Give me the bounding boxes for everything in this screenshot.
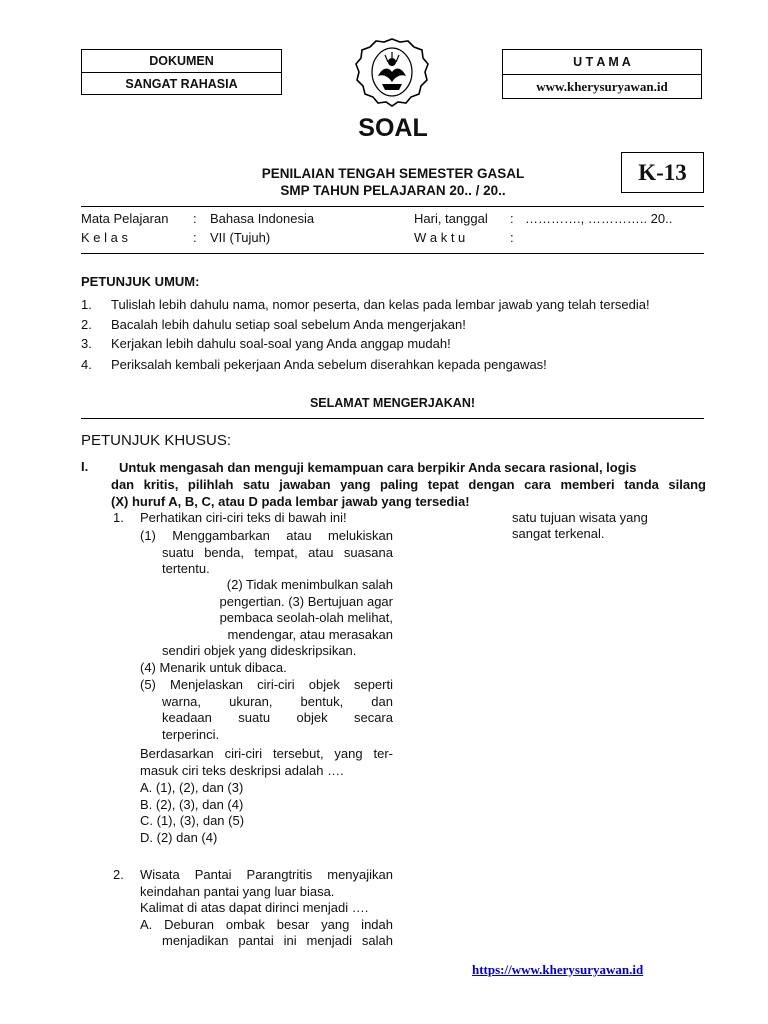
time-colon: : (510, 230, 514, 245)
curriculum-badge: K-13 (621, 152, 704, 193)
document-box (81, 49, 282, 95)
document-label: DOKUMEN (149, 54, 214, 68)
class-colon: : (193, 230, 197, 245)
subject-value: Bahasa Indonesia (210, 211, 315, 226)
general-instructions-heading: PETUNJUK UMUM: (81, 274, 200, 289)
footer-link[interactable]: https://www.kherysuryawan.id (472, 962, 644, 977)
date-colon: : (510, 211, 514, 226)
class-label: K e l a s (81, 230, 128, 245)
exam-title-line-2: SMP TAHUN PELAJARAN 20.. / 20.. (280, 183, 506, 198)
section-instructions (111, 459, 706, 510)
option-b: B. (2), (3), dan (4) (140, 796, 244, 812)
website-label: www.kherysuryawan.id (503, 74, 701, 99)
closing-message: SELAMAT MENGERJAKAN! (309, 396, 476, 410)
question-number: 2. (113, 867, 124, 882)
general-item: Periksalah kembali pekerjaan Anda sebelum diserahkan kepada pengawas! (111, 357, 547, 372)
class-value: VII (Tujuh) (210, 230, 271, 245)
classification-label: SANGAT RAHASIA (82, 72, 281, 95)
question-prompt: Perhatikan ciri-ciri teks di bawah ini! (140, 510, 347, 525)
date-value: …………., ………….. 20.. (525, 211, 673, 226)
answer-options (140, 780, 393, 846)
general-item: Tulislah lebih dahulu nama, nomor peserta, dan kelas pada lembar jawab yang telah tersedia! (111, 297, 650, 312)
time-label: W a k t u (414, 230, 466, 245)
option-d: D. (2) dan (4) (140, 829, 218, 845)
characteristic-5: (5) Menjelaskan ciri-ciri objek seperti warna, ukuran, bentuk, dan keadaan suatu objek secara terperinci. (140, 677, 393, 742)
section-number: I. (81, 459, 89, 474)
general-item-number: 1. (81, 297, 92, 312)
question-2-text: Wisata Pantai Parangtritis menyajikan keindahan pantai yang luar biasa. Kalimat di atas dapat dirinci menjadi …. A. Deburan ombak besar yang indah menjadikan pantai ini menjadi salah (140, 867, 393, 948)
subject-label: Mata Pelajaran (81, 211, 169, 226)
option-c: C. (1), (3), dan (5) (140, 813, 245, 828)
general-item-number: 3. (81, 336, 92, 351)
option-a: A. Deburan ombak besar yang indah (140, 916, 393, 932)
priority-box (502, 49, 702, 99)
tut-wuri-handayani-logo (352, 36, 432, 108)
exam-title (200, 165, 586, 199)
subject-colon: : (193, 211, 197, 226)
option-a: A. (1), (2), dan (3) (140, 780, 244, 795)
characteristic-2-3: (2) Tidak menimbulkan salah pengertian. (3) Bertujuan agar pembaca seolah-olah melihat, mendengar, atau merasakan sendiri objek yang dideskripsikan. (162, 577, 393, 658)
section-instructions-line: dan kritis, pilihlah satu jawaban yang paling tepat dengan cara memberi tanda silang (111, 477, 706, 492)
question-number: 1. (113, 510, 124, 525)
characteristic-4: (4) Menarik untuk dibaca. (140, 660, 287, 675)
exam-title-line-1: PENILAIAN TENGAH SEMESTER GASAL (261, 166, 525, 181)
general-item-number: 2. (81, 317, 92, 332)
general-item: Kerjakan lebih dahulu soal-soal yang Anda anggap mudah! (111, 336, 451, 351)
continued-option-text: satu tujuan wisata yang sangat terkenal. (512, 510, 648, 541)
date-label: Hari, tanggal (414, 211, 488, 226)
page-title: SOAL (358, 114, 428, 142)
special-instructions-heading: PETUNJUK KHUSUS: (81, 432, 232, 449)
general-item-number: 4. (81, 357, 92, 372)
characteristic-1: (1) Menggambarkan atau melukiskan suatu benda, tempat, atau suasana tertentu. (140, 528, 393, 576)
general-item: Bacalah lebih dahulu setiap soal sebelum Anda mengerjakan! (111, 317, 466, 332)
section-instructions-line: (X) huruf A, B, C, atau D pada lembar jawab yang tersedia! (111, 494, 470, 509)
section-instructions-line: Untuk mengasah dan menguji kemampuan cara berpikir Anda secara rasional, logis (119, 460, 637, 475)
priority-label: U T A M A (573, 55, 631, 69)
question-stem: Berdasarkan ciri-ciri tersebut, yang ter- masuk ciri teks deskripsi adalah …. (140, 746, 393, 778)
